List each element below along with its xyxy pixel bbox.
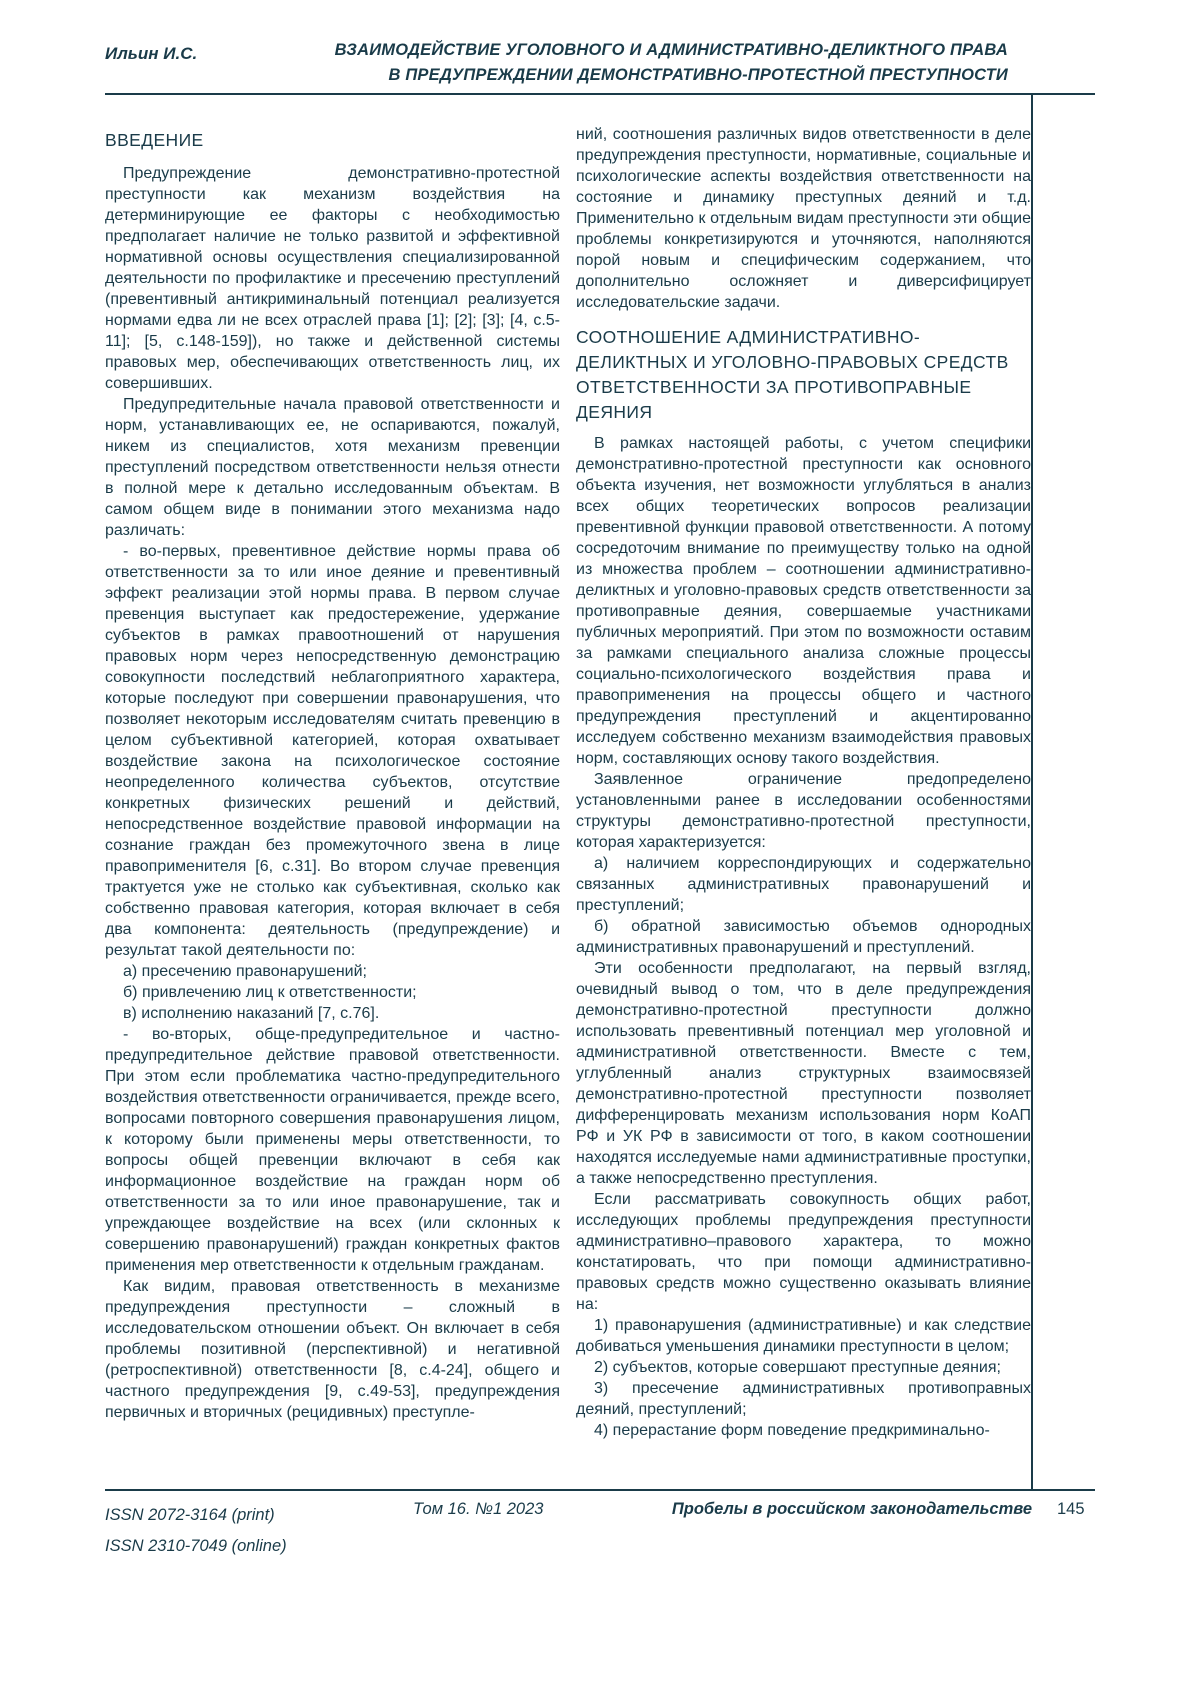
list-item-a: а) наличием корреспондирующих и содержательно связанных административных правонарушений и преступлений; <box>576 855 1031 914</box>
header-rule <box>105 93 1095 95</box>
left-column <box>105 124 560 1482</box>
footer-rule <box>105 1489 1095 1491</box>
header-article-title <box>248 38 1008 88</box>
right-column <box>576 124 1031 1482</box>
paragraph: Предупредительные начала правовой ответственности и норм, устанавливающих ее, не оспариваются, пожалуй, никем из специалистов, хотя механизм превенции преступлений посредством ответственности нельзя отнести в полной мере к детально исследованным объектам. В самом общем виде в понимании этого механизма надо различать: <box>105 396 560 539</box>
paragraph: - во-первых, превентивное действие нормы права об ответственности за то или иное деяние и превентивный эффект реализации этой нормы права. В первом случае превенция выступает как предостережение, удержание субъектов в рамках правоотношений от нарушения правовых норм через непосредственную демонстрацию совокупности последствий неблагоприятного характера, которые последуют при совершении правонарушения, что позволяет некоторым исследователям считать превенцию в целом субъективной категорией, которая охватывает воздействие закона на психологическое состояние неопределенного количества субъектов, отсутствие конкретных физических решений и действий, непосредственное воздействие правовой информации на сознание граждан без промежуточного звена в лице правоприменителя [6, с.31]. Во втором случае превенция трактуется уже не столько как субъективная, сколько как собственно правовая категория, которая включает в себя два компонента: деятельность (предупреждение) и результат такой деятельности по: <box>105 543 560 959</box>
header-author: Ильин И.С. <box>105 44 198 63</box>
footer-issn-print: ISSN 2072-3164 (print) <box>105 1506 275 1524</box>
article-body <box>105 124 1031 1482</box>
footer-issn-online: ISSN 2310-7049 (online) <box>105 1537 287 1555</box>
footer-issn <box>105 1500 287 1562</box>
right-margin-rule <box>1031 93 1033 1491</box>
header-article-title-line1: ВЗАИМОДЕЙСТВИЕ УГОЛОВНОГО И АДМИНИСТРАТИВНО-ДЕЛИКТНОГО ПРАВА <box>334 41 1008 59</box>
list-item-a: а) пресечению правонарушений; <box>123 963 367 980</box>
paragraph: Как видим, правовая ответственность в механизме предупреждения преступности – сложный в исследовательском отношении объект. Он включает в себя проблемы позитивной (перспективной) и негативной (ретроспективной) ответственности [8, с.4-24], общего и частного предупреждения [9, с.49-53], предупреждения первичных и вторичных (рецидивных) преступле- <box>105 1278 560 1421</box>
page-footer <box>0 1496 1200 1566</box>
paragraph: В рамках настоящей работы, с учетом специфики демонстративно-протестной преступности как основного объекта изучения, нет возможности углубляться в анализ всех общих теоретических вопросов реализации превентивной функции правовой ответственности. А потому сосредоточим внимание по преимуществу только на одной из множества проблем – соотношении административно-деликтных и уголовно-правовых средств ответственности за противоправные деяния, совершаемые участниками публичных мероприятий. При этом по возможности оставим за рамками специального анализа сложные процессы социально-психологического воздействия права и правоприменения на процессы общего и частного предупреждения преступлений и акцентированно исследуем собственно механизм взаимодействия правовых норм, составляющих основу такого воздействия. <box>576 435 1031 767</box>
paragraph: Эти особенности предполагают, на первый взгляд, очевидный вывод о том, что в деле предупреждения демонстративно-протестной преступности должно использовать превентивный потенциал мер уголовной и административной ответственности. Вместе с тем, углубленный анализ структурных взаимосвязей демонстративно-протестной преступности позволяет дифференцировать механизм использования норм КоАП РФ и УК РФ в зависимости от того, в каком соотношении находятся исследуемые нами административные проступки, а также непосредственно преступления. <box>576 960 1031 1187</box>
footer-page-number: 145 <box>1057 1500 1085 1518</box>
list-item-b: б) привлечению лиц к ответственности; <box>123 984 417 1001</box>
paragraph: Если рассматривать совокупность общих работ, исследующих проблемы предупреждения преступности административно–правового характера, то можно констатировать, что при помощи административно-правовых средств можно существенно оказывать влияние на: <box>576 1191 1031 1313</box>
continuation-paragraph: ний, соотношения различных видов ответственности в деле предупреждения преступности, нормативные, социальные и психологические аспекты воздействия ответственности на состояние и динамику преступных деяний и т.д. Применительно к отдельным видам преступности эти общие проблемы конкретизируются и уточняются, наполняются порой новым и специфическим содержанием, что дополнительно осложняет и диверсифицирует исследовательские задачи. <box>576 126 1031 311</box>
list-item-3: 3) пресечение административных противоправных деяний, преступлений; <box>576 1380 1031 1418</box>
paragraph: Предупреждение демонстративно-протестной преступности как механизм воздействия на детерминирующие ее факторы с необходимостью предполагает наличие не только развитой и эффективной нормативной основы осуществления специализированной деятельности по профилактике и пресечению преступлений (превентивный антикриминальный потенциал реализуется нормами едва ли не всех отраслей права [1]; [2]; [3]; [4, с.5-11]; [5, с.148-159]), но также и действенной системы правовых мер, обеспечивающих ответственность лиц, их совершивших. <box>105 165 560 392</box>
footer-journal-title: Пробелы в российском законодательстве <box>671 1500 1032 1518</box>
list-item-4: 4) перерастание форм поведение предкриминально- <box>594 1422 990 1439</box>
paragraph: - во-вторых, обще-предупредительное и частно-предупредительное действие правовой ответственности. При этом если проблематика частно-предупредительного воздействия ответственности ограничивается, прежде всего, вопросами повторного совершения правонарушения лицом, к которому были применены меры ответственности, то вопросы общей превенции включают в себя как информационное воздействие на граждан норм об ответственности за то или иное правонарушение, так и упреждающее воздействие на всех (или склонных к совершению правонарушений) граждан конкретных фактов применения мер ответственности к отдельным гражданам. <box>105 1026 560 1274</box>
list-item-1: 1) правонарушения (административные) и как следствие добиваться уменьшения динамики преступности в целом; <box>576 1317 1031 1355</box>
list-item-2: 2) субъектов, которые совершают преступные деяния; <box>594 1359 1001 1376</box>
list-item-b: б) обратной зависимостью объемов однородных административных правонарушений и преступлений. <box>576 918 1031 956</box>
section-heading-correlation: СООТНОШЕНИЕ АДМИНИСТРАТИВНО-ДЕЛИКТНЫХ И УГОЛОВНО-ПРАВОВЫХ СРЕДСТВ ОТВЕТСТВЕННОСТИ ЗА ПРОТИВОПРАВНЫЕ ДЕЯНИЯ <box>576 327 1009 422</box>
header-article-title-line2: В ПРЕДУПРЕЖДЕНИИ ДЕМОНСТРАТИВНО-ПРОТЕСТНОЙ ПРЕСТУПНОСТИ <box>388 66 1008 84</box>
list-item-v: в) исполнению наказаний [7, с.76]. <box>123 1005 380 1022</box>
paragraph: Заявленное ограничение предопределено установленными ранее в исследовании особенностями структуры демонстративно-протестной преступности, которая характеризуется: <box>576 771 1031 851</box>
footer-volume: Том 16. №1 2023 <box>413 1500 544 1518</box>
section-heading-introduction: ВВЕДЕНИЕ <box>105 130 204 150</box>
